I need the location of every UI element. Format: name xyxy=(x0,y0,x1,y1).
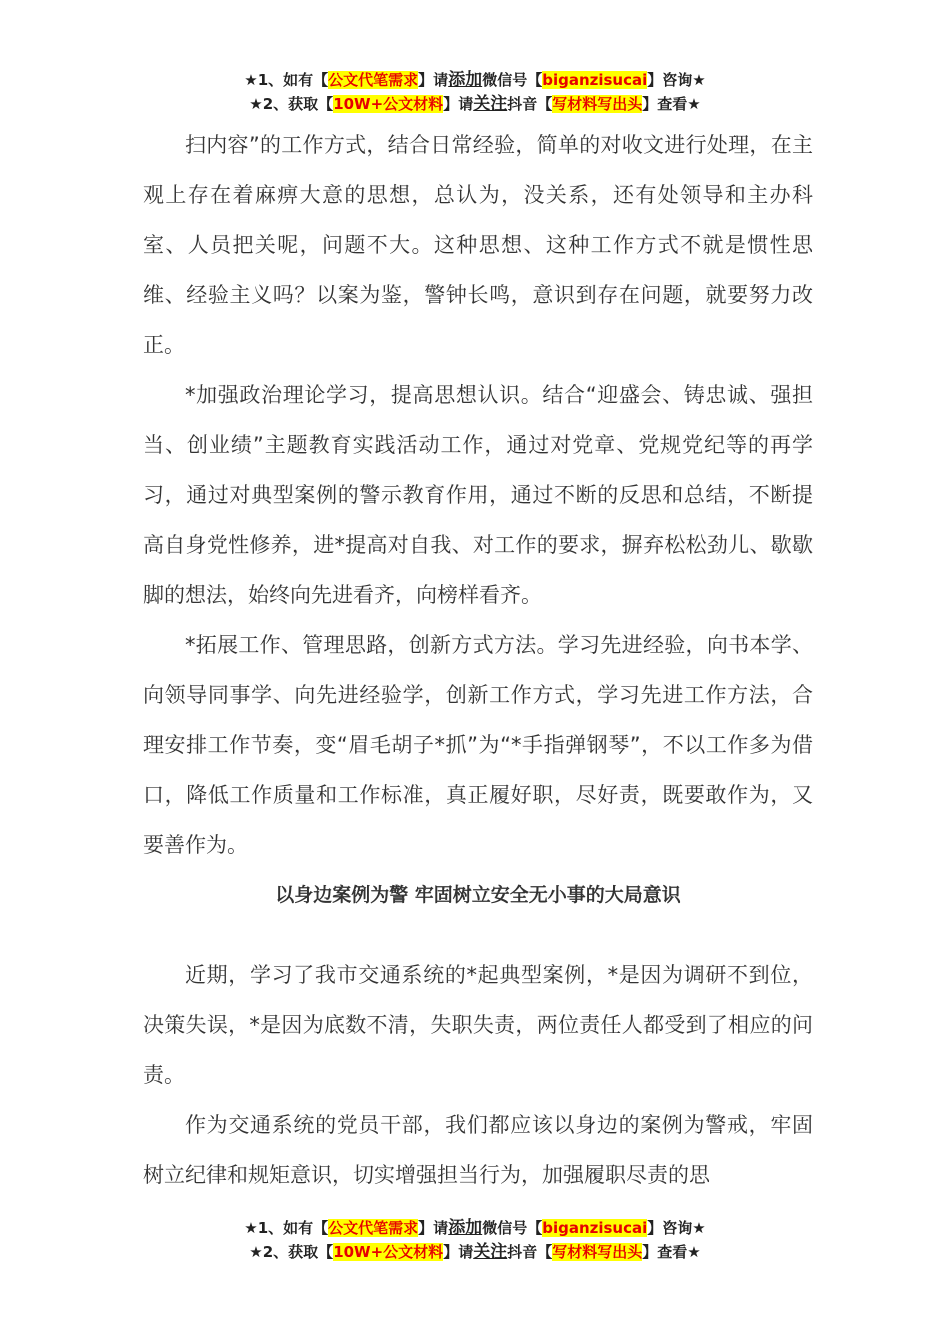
banner-text: 】请 xyxy=(418,71,449,89)
banner-douyin-id: 写材料写出头 xyxy=(552,1243,643,1261)
banner-emphasis: 添加 xyxy=(448,70,483,90)
banner-wechat-id: biganzisucai xyxy=(542,1219,648,1237)
paragraph-1: 扫内容”的工作方式，结合日常经验，简单的对收文进行处理，在主观上存在着麻痹大意的思想，总认为，没关系，还有处领导和主办科室、人员把关呢，问题不大。这种思想、这种工作方式不就是惯性思维、经验主义吗？以案为鉴，警钟长鸣，意识到存在问题，就要努力改正。 xyxy=(143,133,813,357)
banner-text: 】请 xyxy=(443,1243,474,1261)
banner-text: ★1、如有【 xyxy=(244,1219,329,1237)
banner-douyin-id: 写材料写出头 xyxy=(552,95,643,113)
banner-emphasis: 添加 xyxy=(448,1218,483,1238)
banner-highlight: 公文代笔需求 xyxy=(328,1219,419,1237)
paragraph-4: 近期，学习了我市交通系统的*起典型案例，*是因为调研不到位，决策失误，*是因为底数不清，失职失责，两位责任人都受到了相应的问责。 xyxy=(143,963,813,1087)
document-body xyxy=(143,120,813,1200)
banner-text: 微信号【 xyxy=(482,1219,543,1237)
header-banner xyxy=(0,68,950,116)
banner-line-2 xyxy=(0,92,950,116)
banner-text: 】咨询★ xyxy=(647,71,706,89)
banner-line-1 xyxy=(0,68,950,92)
banner-text: ★2、获取【 xyxy=(249,1243,334,1261)
paragraph-2: *加强政治理论学习，提高思想认识。结合“迎盛会、铸忠诚、强担当、创业绩”主题教育实践活动工作，通过对党章、党规党纪等的再学习，通过对典型案例的警示教育作用，通过不断的反思和总结，不断提高自身党性修养，进*提高对自我、对工作的要求，摒弃松松劲儿、歇歇脚的想法，始终向先进看齐，向榜样看齐。 xyxy=(143,383,813,607)
banner-highlight: 10W+公文材料 xyxy=(333,95,444,113)
banner-emphasis: 关注 xyxy=(473,1242,508,1262)
footer-banner xyxy=(0,1216,950,1264)
section-heading: 以身边案例为警 牢固树立安全无小事的大局意识 xyxy=(275,884,681,906)
banner-text: 】查看★ xyxy=(642,95,701,113)
banner-highlight: 公文代笔需求 xyxy=(328,71,419,89)
banner-text: 】请 xyxy=(418,1219,449,1237)
paragraph-3: *拓展工作、管理思路，创新方式方法。学习先进经验，向书本学、向领导同事学、向先进经验学，创新工作方式，学习先进工作方法，合理安排工作节奏，变“眉毛胡子*抓”为“*手指弹钢琴”，不以工作多为借口，降低工作质量和工作标准，真正履好职，尽好责，既要敢作为，又要善作为。 xyxy=(143,633,813,857)
banner-text: ★2、获取【 xyxy=(249,95,334,113)
banner-line-2 xyxy=(0,1240,950,1264)
banner-text: 】查看★ xyxy=(642,1243,701,1261)
banner-text: 微信号【 xyxy=(482,71,543,89)
banner-text: ★1、如有【 xyxy=(244,71,329,89)
banner-wechat-id: biganzisucai xyxy=(542,71,648,89)
banner-text: 】咨询★ xyxy=(647,1219,706,1237)
spacer xyxy=(143,920,813,950)
banner-line-1 xyxy=(0,1216,950,1240)
banner-highlight: 10W+公文材料 xyxy=(333,1243,444,1261)
banner-text: 抖音【 xyxy=(507,95,553,113)
banner-emphasis: 关注 xyxy=(473,94,508,114)
banner-text: 抖音【 xyxy=(507,1243,553,1261)
banner-text: 】请 xyxy=(443,95,474,113)
paragraph-5: 作为交通系统的党员干部，我们都应该以身边的案例为警戒，牢固树立纪律和规矩意识，切实增强担当行为，加强履职尽责的思 xyxy=(143,1113,813,1187)
